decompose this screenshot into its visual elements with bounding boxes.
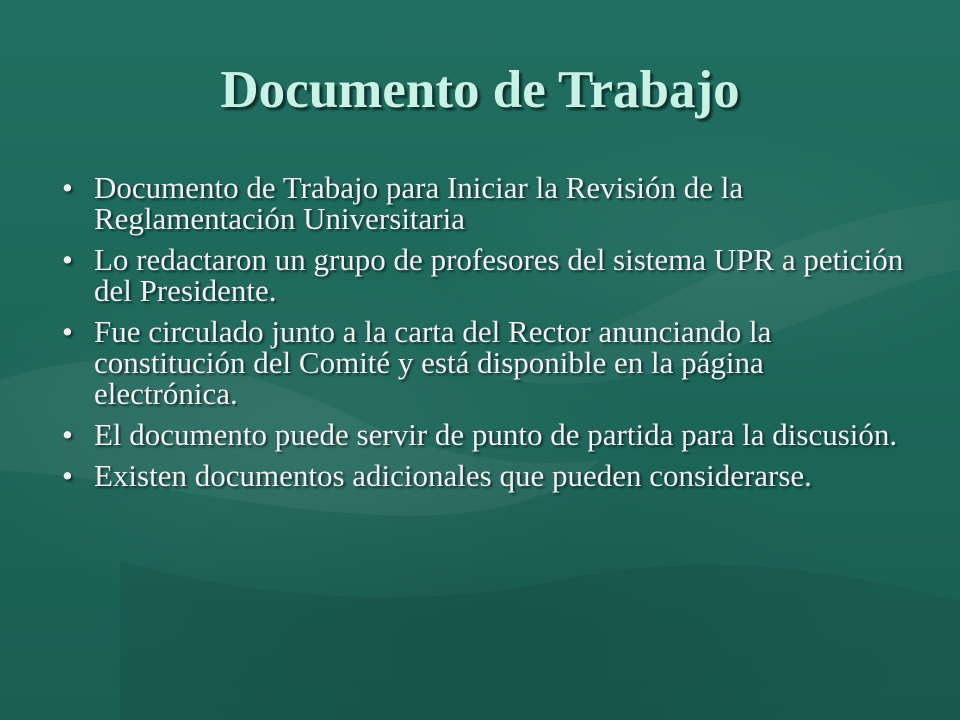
bullet-icon: • bbox=[62, 242, 73, 277]
bullet-item bbox=[62, 460, 912, 491]
bullet-icon: • bbox=[62, 314, 73, 349]
bullet-icon: • bbox=[62, 170, 73, 205]
bullet-text: Lo redactaron un grupo de profesores del sistema UPR a petición del Presidente. bbox=[94, 242, 904, 308]
bullet-text: Fue circulado junto a la carta del Rector anunciando la constitución del Comité y está disponible en la página electrónica. bbox=[94, 314, 772, 411]
bullet-item bbox=[62, 172, 912, 234]
bullet-item bbox=[62, 316, 912, 409]
bullet-text: El documento puede servir de punto de partida para la discusión. bbox=[94, 417, 898, 452]
bullet-icon: • bbox=[62, 458, 73, 493]
bullet-list bbox=[62, 172, 912, 501]
bullet-text: Documento de Trabajo para Iniciar la Revisión de la Reglamentación Universitaria bbox=[94, 170, 744, 236]
slide-title: Documento de Trabajo bbox=[220, 61, 740, 119]
hand-shape-lower bbox=[120, 560, 960, 720]
bullet-text: Existen documentos adicionales que pueden considerarse. bbox=[94, 458, 812, 493]
bullet-icon: • bbox=[62, 417, 73, 452]
bullet-item bbox=[62, 244, 912, 306]
bullet-item bbox=[62, 419, 912, 450]
